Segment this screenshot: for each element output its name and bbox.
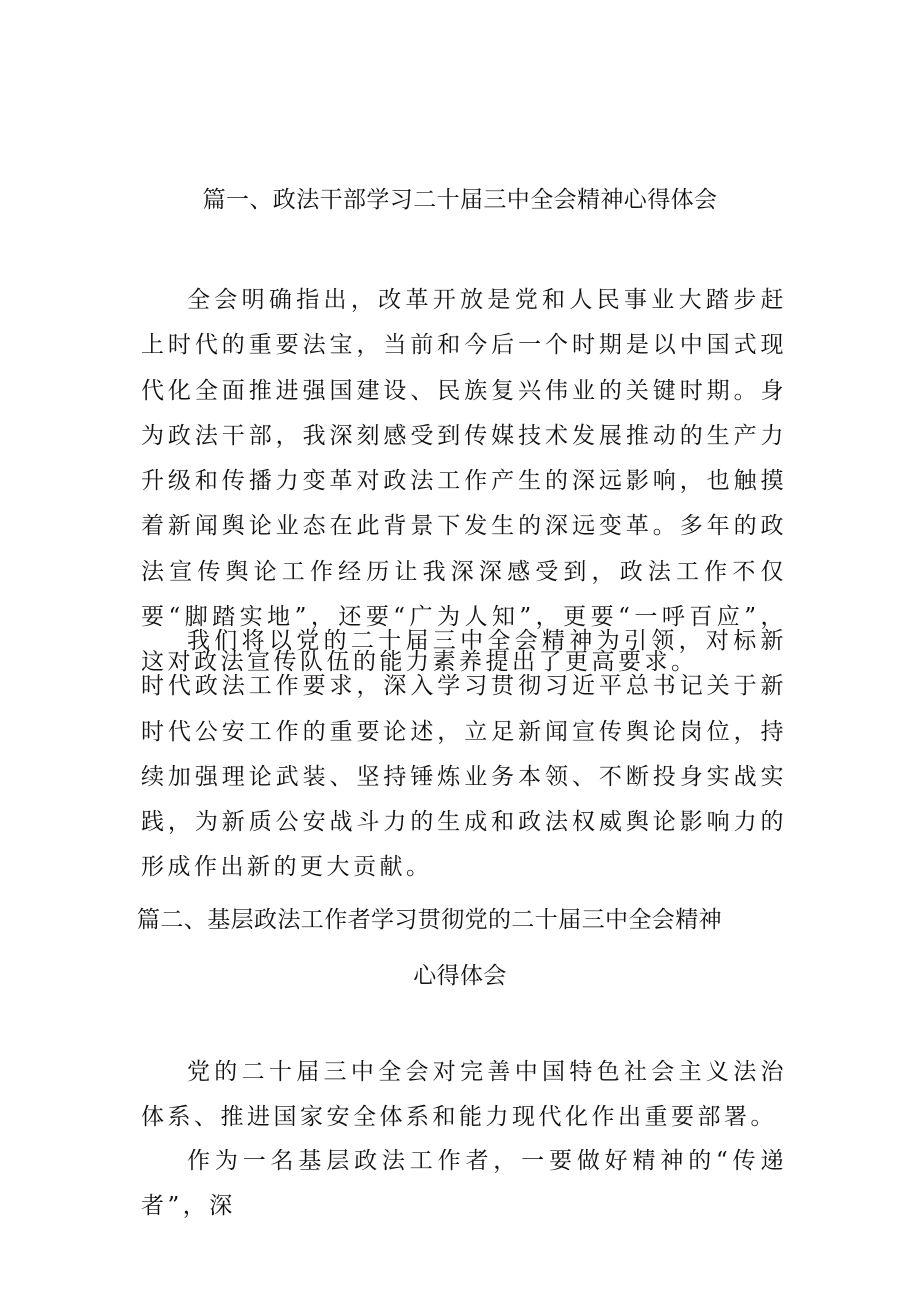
section-1-paragraph-1: 全会明确指出，改革开放是党和人民事业大踏步赶上时代的重要法宝，当前和今后一个时期是以中国式现代化全面推进强国建设、民族复兴伟业的关键时期。身为政法干部，我深刻感受到传媒技术发展推动的生产力升级和传播力变革对政法工作产生的深远影响，也触摸着新闻舆论业态在此背景下发生的深远变革。多年的政法宣传舆论工作经历让我深深感受到，政法工作不仅要“脚踏实地”，还要“广为人知”，更要“一呼百应”，这对政法宣传队伍的能力素养提出了更高要求。 xyxy=(141,287,787,676)
section-1-paragraph-2: 我们将以党的二十届三中全会精神为引领，对标新时代政法工作要求，深入学习贯彻习近平总书记关于新时代公安工作的重要论述，立足新闻宣传舆论岗位，持续加强理论武装、坚持锤炼业务本领、不断投身实战实践，为新质公安战斗力的生成和政法权威舆论影响力的形成作出新的更大贡献。 xyxy=(141,628,787,881)
section-2-title-line-1: 篇二、基层政法工作者学习贯彻党的二十届三中全会精神 xyxy=(137,907,722,933)
section-2-paragraph-2: 作为一名基层政法工作者，一要做好精神的“传递者”，深 xyxy=(141,1148,787,1220)
section-2-paragraph-1: 党的二十届三中全会对完善中国特色社会主义法治体系、推进国家安全体系和能力现代化作出重要部署。 xyxy=(141,1059,787,1131)
section-1-title: 篇一、政法干部学习二十届三中全会精神心得体会 xyxy=(202,187,718,213)
section-2-title-line-2: 心得体会 xyxy=(413,963,507,989)
